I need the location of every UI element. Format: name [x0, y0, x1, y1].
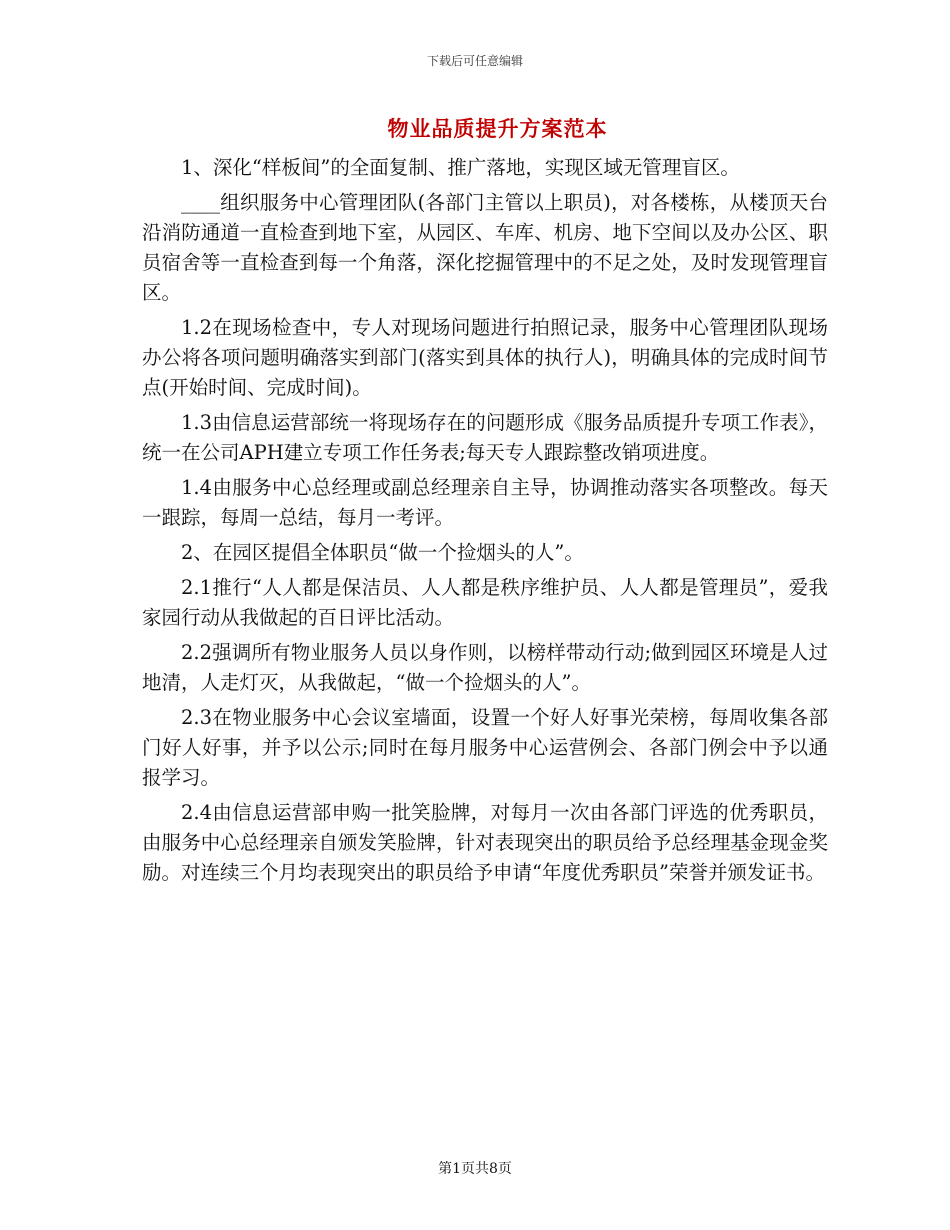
paragraph-2-2: 2.2强调所有物业服务人员以身作则，以榜样带动行动;做到园区环境是人过地清，人走灯灭，从我做起，“做一个捡烟头的人”。 — [142, 641, 828, 694]
paragraph-1-2: 1.2在现场检查中，专人对现场问题进行拍照记录，服务中心管理团队现场办公将各项问题明确落实到部门(落实到具体的执行人)，明确具体的完成时间节点(开始时间、完成时间)。 — [142, 316, 828, 399]
paragraph-2-3: 2.3在物业服务中心会议室墙面，设置一个好人好事光荣榜，每周收集各部门好人好事，并予以公示;同时在每月服务中心运营例会、各部门例会中予以通报学习。 — [142, 706, 828, 789]
paragraph-1-4: 1.4由服务中心总经理或副总经理亲自主导，协调推动落实各项整改。每天一跟踪，每周一总结，每月一考评。 — [142, 476, 828, 529]
paragraph-1-1: ____组织服务中心管理团队(各部门主管以上职员)，对各楼栋，从楼顶天台沿消防通道一直检查到地下室，从园区、车库、机房、地下空间以及办公区、职员宿舍等一直检查到每一个角落，深化挖掘管理中的不足之处，及时发现管理盲区。 — [142, 191, 828, 304]
paragraph-2-4: 2.4由信息运营部申购一批笑脸牌，对每月一次由各部门评选的优秀职员，由服务中心总经理亲自颁发笑脸牌，针对表现突出的职员给予总经理基金现金奖励。对连续三个月均表现突出的职员给予申请“年度优秀职员”荣誉并颁发证书。 — [142, 801, 828, 884]
section-heading-2: 2、在园区提倡全体职员“做一个捡烟头的人”。 — [181, 541, 584, 564]
header-note: 下载后可任意编辑 — [426, 54, 523, 68]
paragraph-2-1: 2.1推行“人人都是保洁员、人人都是秩序维护员、人人都是管理员”，爱我家园行动从我做起的百日评比活动。 — [142, 576, 828, 629]
paragraph-1-3: 1.3由信息运营部统一将现场存在的问题形成《服务品质提升专项工作表》，统一在公司APH建立专项工作任务表;每天专人跟踪整改销项进度。 — [142, 411, 828, 464]
section-heading-1: 1、深化“样板间”的全面复制、推广落地，实现区域无管理盲区。 — [181, 156, 740, 179]
document-title: 物业品质提升方案范本 — [387, 116, 608, 141]
document-body — [142, 153, 828, 893]
page-number: 第1页共8页 — [438, 1161, 512, 1177]
